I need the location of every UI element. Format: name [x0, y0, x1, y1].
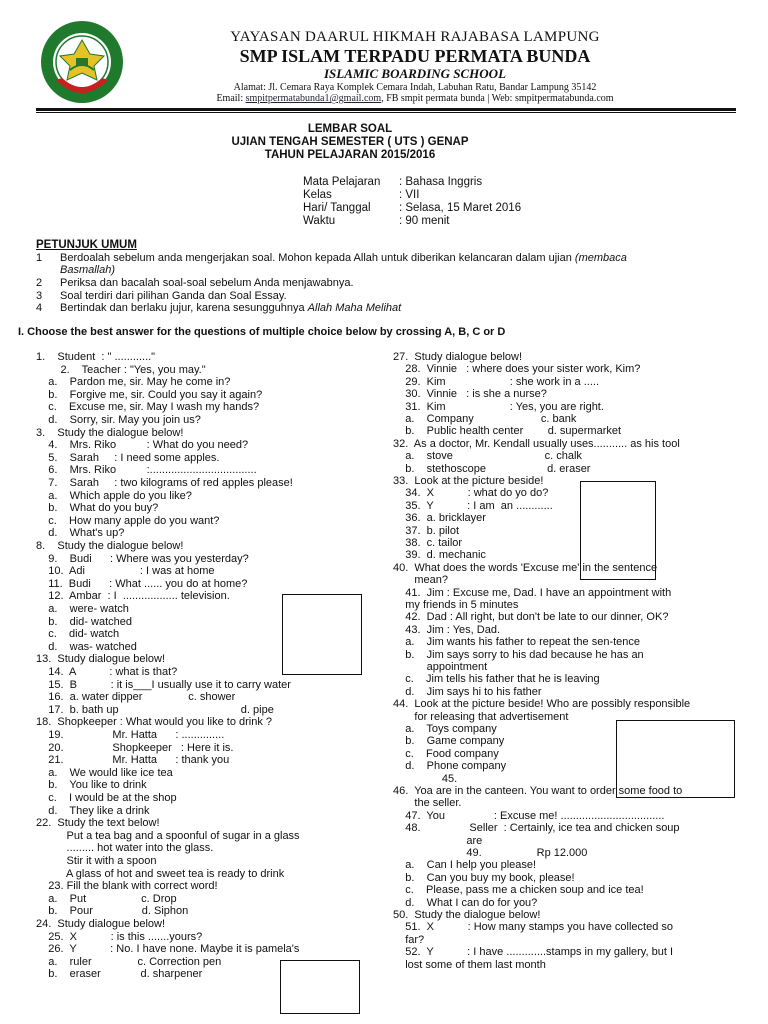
- left-question-line: b. did- watched: [36, 615, 132, 628]
- right-question-line: d. Jim says hi to his father: [393, 685, 542, 698]
- left-question-line: 7. Sarah : two kilograms of red apples please!: [36, 477, 293, 489]
- right-question-line: 52. Y : I have .............stamps in my gallery, but I: [393, 946, 674, 959]
- left-question-line: c. How many apple do you want?: [36, 514, 220, 527]
- left-question-line: d. They like a drink: [36, 804, 150, 817]
- left-question-line: 15. B : it is___I usually use it to carry water: [36, 678, 291, 691]
- right-question-line: 29. Kim : she work in a .....: [393, 375, 600, 388]
- right-question-line: 48. Seller : Certainly, ice tea and chicken soup: [393, 822, 680, 835]
- left-question-line: a. ruler c. Correction pen: [36, 955, 222, 968]
- right-question-line: a. Jim wants his father to repeat the sen-tence: [393, 636, 641, 649]
- right-question-line: d. What I can do for you?: [393, 896, 538, 909]
- info-value: : VII: [399, 189, 420, 201]
- left-question-line: A glass of hot and sweet tea is ready to drink: [36, 867, 285, 880]
- info-value: : Bahasa Inggris: [399, 176, 483, 188]
- right-question-line: are: [393, 834, 483, 847]
- right-question-line: mean?: [393, 574, 449, 587]
- right-question-line: c. Food company: [393, 747, 499, 760]
- right-question-line: 36. a. bricklayer: [393, 512, 486, 525]
- school-logo-icon: [40, 20, 124, 104]
- left-question-line: b. eraser d. sharpener: [36, 968, 203, 981]
- instruction-number: 4: [36, 302, 43, 314]
- right-question-line: 37. b. pilot: [393, 524, 460, 537]
- school-contact: [130, 93, 700, 104]
- instruction-text: [60, 264, 115, 276]
- right-question-line: 44. Look at the picture beside! Who are possibly responsible: [393, 698, 691, 711]
- right-question-line: 40. What does the words 'Excuse me' in the sentence: [393, 561, 658, 574]
- left-question-line: 18. Shopkeeper : What would you like to drink ?: [36, 716, 273, 729]
- left-question-line: a. Which apple do you like?: [36, 489, 192, 502]
- right-question-line: 50. Study the dialogue below!: [393, 909, 541, 921]
- picture-box: [616, 720, 735, 798]
- info-label: Mata Pelajaran: [303, 176, 381, 188]
- right-question-line: 33. Look at the picture beside!: [393, 475, 544, 487]
- right-question-line: c. Please, pass me a chicken soup and ice tea!: [393, 884, 644, 897]
- right-question-line: c. Jim tells his father that he is leaving: [393, 673, 600, 686]
- instructions-heading: PETUNJUK UMUM: [36, 239, 137, 251]
- instruction-text: [60, 252, 627, 264]
- right-question-line: appointment: [393, 661, 488, 673]
- right-question-line: a. stove c. chalk: [393, 450, 582, 463]
- left-question-line: Put a tea bag and a spoonful of sugar in a glass: [36, 829, 300, 842]
- left-question-line: a. were- watch: [36, 603, 129, 615]
- left-question-line: 17. b. bath up d. pipe: [36, 703, 274, 716]
- school-name: SMP ISLAM TERPADU PERMATA BUNDA: [239, 46, 591, 66]
- instruction-plain: Berdoalah sebelum anda mengerjakan soal. Mohon kepada Allah untuk diberikan kelancaran dalam ujian: [60, 252, 572, 264]
- picture-box: [282, 594, 362, 675]
- info-value: : 90 menit: [399, 215, 450, 227]
- instruction-text: [60, 277, 354, 289]
- instruction-text: [60, 302, 401, 314]
- right-question-line: 41. Jim : Excuse me, Dad. I have an appointment with: [393, 586, 672, 599]
- instruction-plain: Bertindak dan berlaku jujur, karena sesungguhnya: [60, 302, 308, 314]
- instruction-text: [60, 290, 287, 302]
- right-question-line: 42. Dad : All right, but don't be late to our dinner, OK?: [393, 611, 669, 624]
- right-question-line: d. Phone company: [393, 760, 507, 773]
- right-question-line: 49. Rp 12.000: [393, 847, 588, 859]
- left-question-line: c. Excuse me, sir. May I wash my hands?: [36, 401, 260, 414]
- right-question-line: 30. Vinnie : is she a nurse?: [393, 388, 547, 401]
- left-question-line: 11. Budi : What ...... you do at home?: [36, 577, 248, 590]
- left-question-line: 2. Teacher : "Yes, you may.": [36, 363, 206, 376]
- left-question-line: 8. Study the dialogue below!: [36, 540, 184, 552]
- left-question-line: 26. Y : No. I have none. Maybe it is pamela's: [36, 943, 300, 956]
- right-question-line: 27. Study dialogue below!: [393, 351, 523, 363]
- right-question-line: for releasing that advertisement: [393, 710, 569, 723]
- right-question-line: 43. Jim : Yes, Dad.: [393, 623, 500, 636]
- left-question-line: 19. Mr. Hatta : ..............: [36, 729, 225, 741]
- right-question-line: b. Jim says sorry to his dad because he has an: [393, 648, 644, 661]
- sheet-title: LEMBAR SOAL: [307, 123, 393, 135]
- right-question-line: 38. c. tailor: [393, 537, 463, 549]
- right-question-line: the seller.: [393, 797, 462, 810]
- left-question-line: d. What's up?: [36, 527, 125, 540]
- year-title: TAHUN PELAJARAN 2015/2016: [264, 149, 436, 161]
- right-question-line: my friends in 5 minutes: [393, 599, 519, 611]
- left-question-line: 24. Study dialogue below!: [36, 918, 166, 930]
- left-question-line: 6. Mrs. Riko :...................................: [36, 464, 257, 477]
- instruction-italic: Allah Maha Melihat: [307, 302, 402, 314]
- right-question-line: 35. Y : I am an ............: [393, 499, 553, 512]
- left-question-line: 9. Budi : Where was you yesterday?: [36, 552, 249, 565]
- contact-rest: , FB smpit permata bunda | Web: smpitpermatabunda.com: [381, 93, 614, 104]
- email-link[interactable]: smpitpermatabunda1@gmail.com: [245, 93, 382, 104]
- header-rule-thin: [36, 112, 736, 113]
- right-question-line: 51. X : How many stamps you have collected so: [393, 921, 674, 934]
- left-question-line: c. I would be at the shop: [36, 792, 177, 804]
- left-question-line: 14. A : what is that?: [36, 666, 178, 678]
- school-subtitle: ISLAMIC BOARDING SCHOOL: [323, 66, 507, 81]
- right-question-line: b. Public health center d. supermarket: [393, 425, 622, 438]
- left-question-line: 13. Study dialogue below!: [36, 653, 166, 666]
- left-question-line: a. Put c. Drop: [36, 892, 177, 905]
- right-question-line: b. Game company: [393, 735, 505, 748]
- school-address: Alamat: Jl. Cemara Raya Komplek Cemara Indah, Labuhan Ratu, Bandar Lampung 35142: [233, 82, 597, 93]
- left-question-line: 25. X : is this .......yours?: [36, 930, 203, 943]
- left-question-line: 1. Student : " ............": [36, 351, 156, 363]
- left-question-line: b. Pour d. Siphon: [36, 905, 189, 918]
- right-question-line: a. Toys company: [393, 723, 497, 735]
- right-question-line: 31. Kim : Yes, you are right.: [393, 400, 604, 413]
- instruction-plain: Soal terdiri dari pilihan Ganda dan Soal Essay.: [60, 290, 287, 302]
- left-question-line: d. Sorry, sir. May you join us?: [36, 414, 201, 426]
- section-heading: I. Choose the best answer for the questions of multiple choice below by crossing A, B, C or D: [18, 326, 506, 338]
- info-label: Hari/ Tanggal: [303, 202, 371, 214]
- instruction-italic: Basmallah): [60, 264, 116, 276]
- left-question-line: 10. Adi : I was at home: [36, 565, 215, 578]
- left-question-line: 5. Sarah : I need some apples.: [36, 451, 220, 464]
- left-question-line: a. We would like ice tea: [36, 766, 173, 779]
- left-question-line: d. was- watched: [36, 640, 137, 653]
- left-question-line: c. did- watch: [36, 628, 120, 641]
- left-question-line: 4. Mrs. Riko : What do you need?: [36, 439, 249, 452]
- left-question-line: b. What do you buy?: [36, 502, 159, 515]
- foundation-name: YAYASAN DAARUL HIKMAH RAJABASA LAMPUNG: [230, 29, 600, 45]
- info-label: Kelas: [303, 189, 332, 201]
- header-rule-thick: [36, 108, 736, 111]
- right-question-line: 47. You : Excuse me! ..................................: [393, 809, 665, 822]
- picture-box: [580, 481, 656, 580]
- left-question-line: 3. Study the dialogue below!: [36, 426, 184, 439]
- left-question-line: b. You like to drink: [36, 779, 147, 792]
- instruction-number: 1: [36, 252, 43, 264]
- left-question-line: ......... hot water into the glass.: [36, 842, 214, 855]
- right-question-line: 28. Vinnie : where does your sister work, Kim?: [393, 363, 641, 376]
- left-question-line: a. Pardon me, sir. May he come in?: [36, 376, 231, 389]
- right-question-line: 45.: [393, 772, 458, 785]
- exam-title: UJIAN TENGAH SEMESTER ( UTS ) GENAP: [231, 136, 469, 148]
- left-question-line: 16. a. water dipper c. shower: [36, 691, 236, 704]
- left-question-line: 22. Study the text below!: [36, 817, 160, 830]
- right-question-line: 46. Yoa are in the canteen. You want to order some food to: [393, 785, 683, 797]
- left-question-line: 20. Shopkeeper : Here it is.: [36, 741, 234, 754]
- left-question-line: 21. Mr. Hatta : thank you: [36, 754, 230, 767]
- left-question-line: 23. Fill the blank with correct word!: [36, 880, 218, 893]
- right-question-line: a. Can I help you please!: [393, 859, 537, 872]
- left-question-line: b. Forgive me, sir. Could you say it again?: [36, 388, 263, 401]
- left-question-line: Stir it with a spoon: [36, 855, 157, 867]
- instruction-italic: (membaca: [571, 252, 627, 264]
- instruction-number: 3: [36, 290, 43, 302]
- left-question-line: 12. Ambar : I .................. television.: [36, 590, 230, 603]
- email-label: Email:: [216, 93, 244, 104]
- info-value: : Selasa, 15 Maret 2016: [399, 202, 522, 214]
- right-question-line: b. stethoscope d. eraser: [393, 462, 591, 475]
- right-question-line: 32. As a doctor, Mr. Kendall usually uses........... as his tool: [393, 437, 680, 450]
- right-question-line: b. Can you buy my book, please!: [393, 871, 575, 884]
- right-question-line: 34. X : what do yo do?: [393, 487, 549, 500]
- instruction-plain: Periksa dan bacalah soal-soal sebelum Anda menjawabnya.: [60, 277, 354, 289]
- right-question-line: lost some of them last month: [393, 958, 546, 971]
- picture-box: [280, 960, 360, 1014]
- right-question-line: 39. d. mechanic: [393, 549, 486, 562]
- right-question-line: a. Company c. bank: [393, 413, 577, 425]
- info-label: Waktu: [303, 215, 336, 227]
- right-question-line: far?: [393, 933, 425, 946]
- instruction-number: 2: [36, 277, 43, 289]
